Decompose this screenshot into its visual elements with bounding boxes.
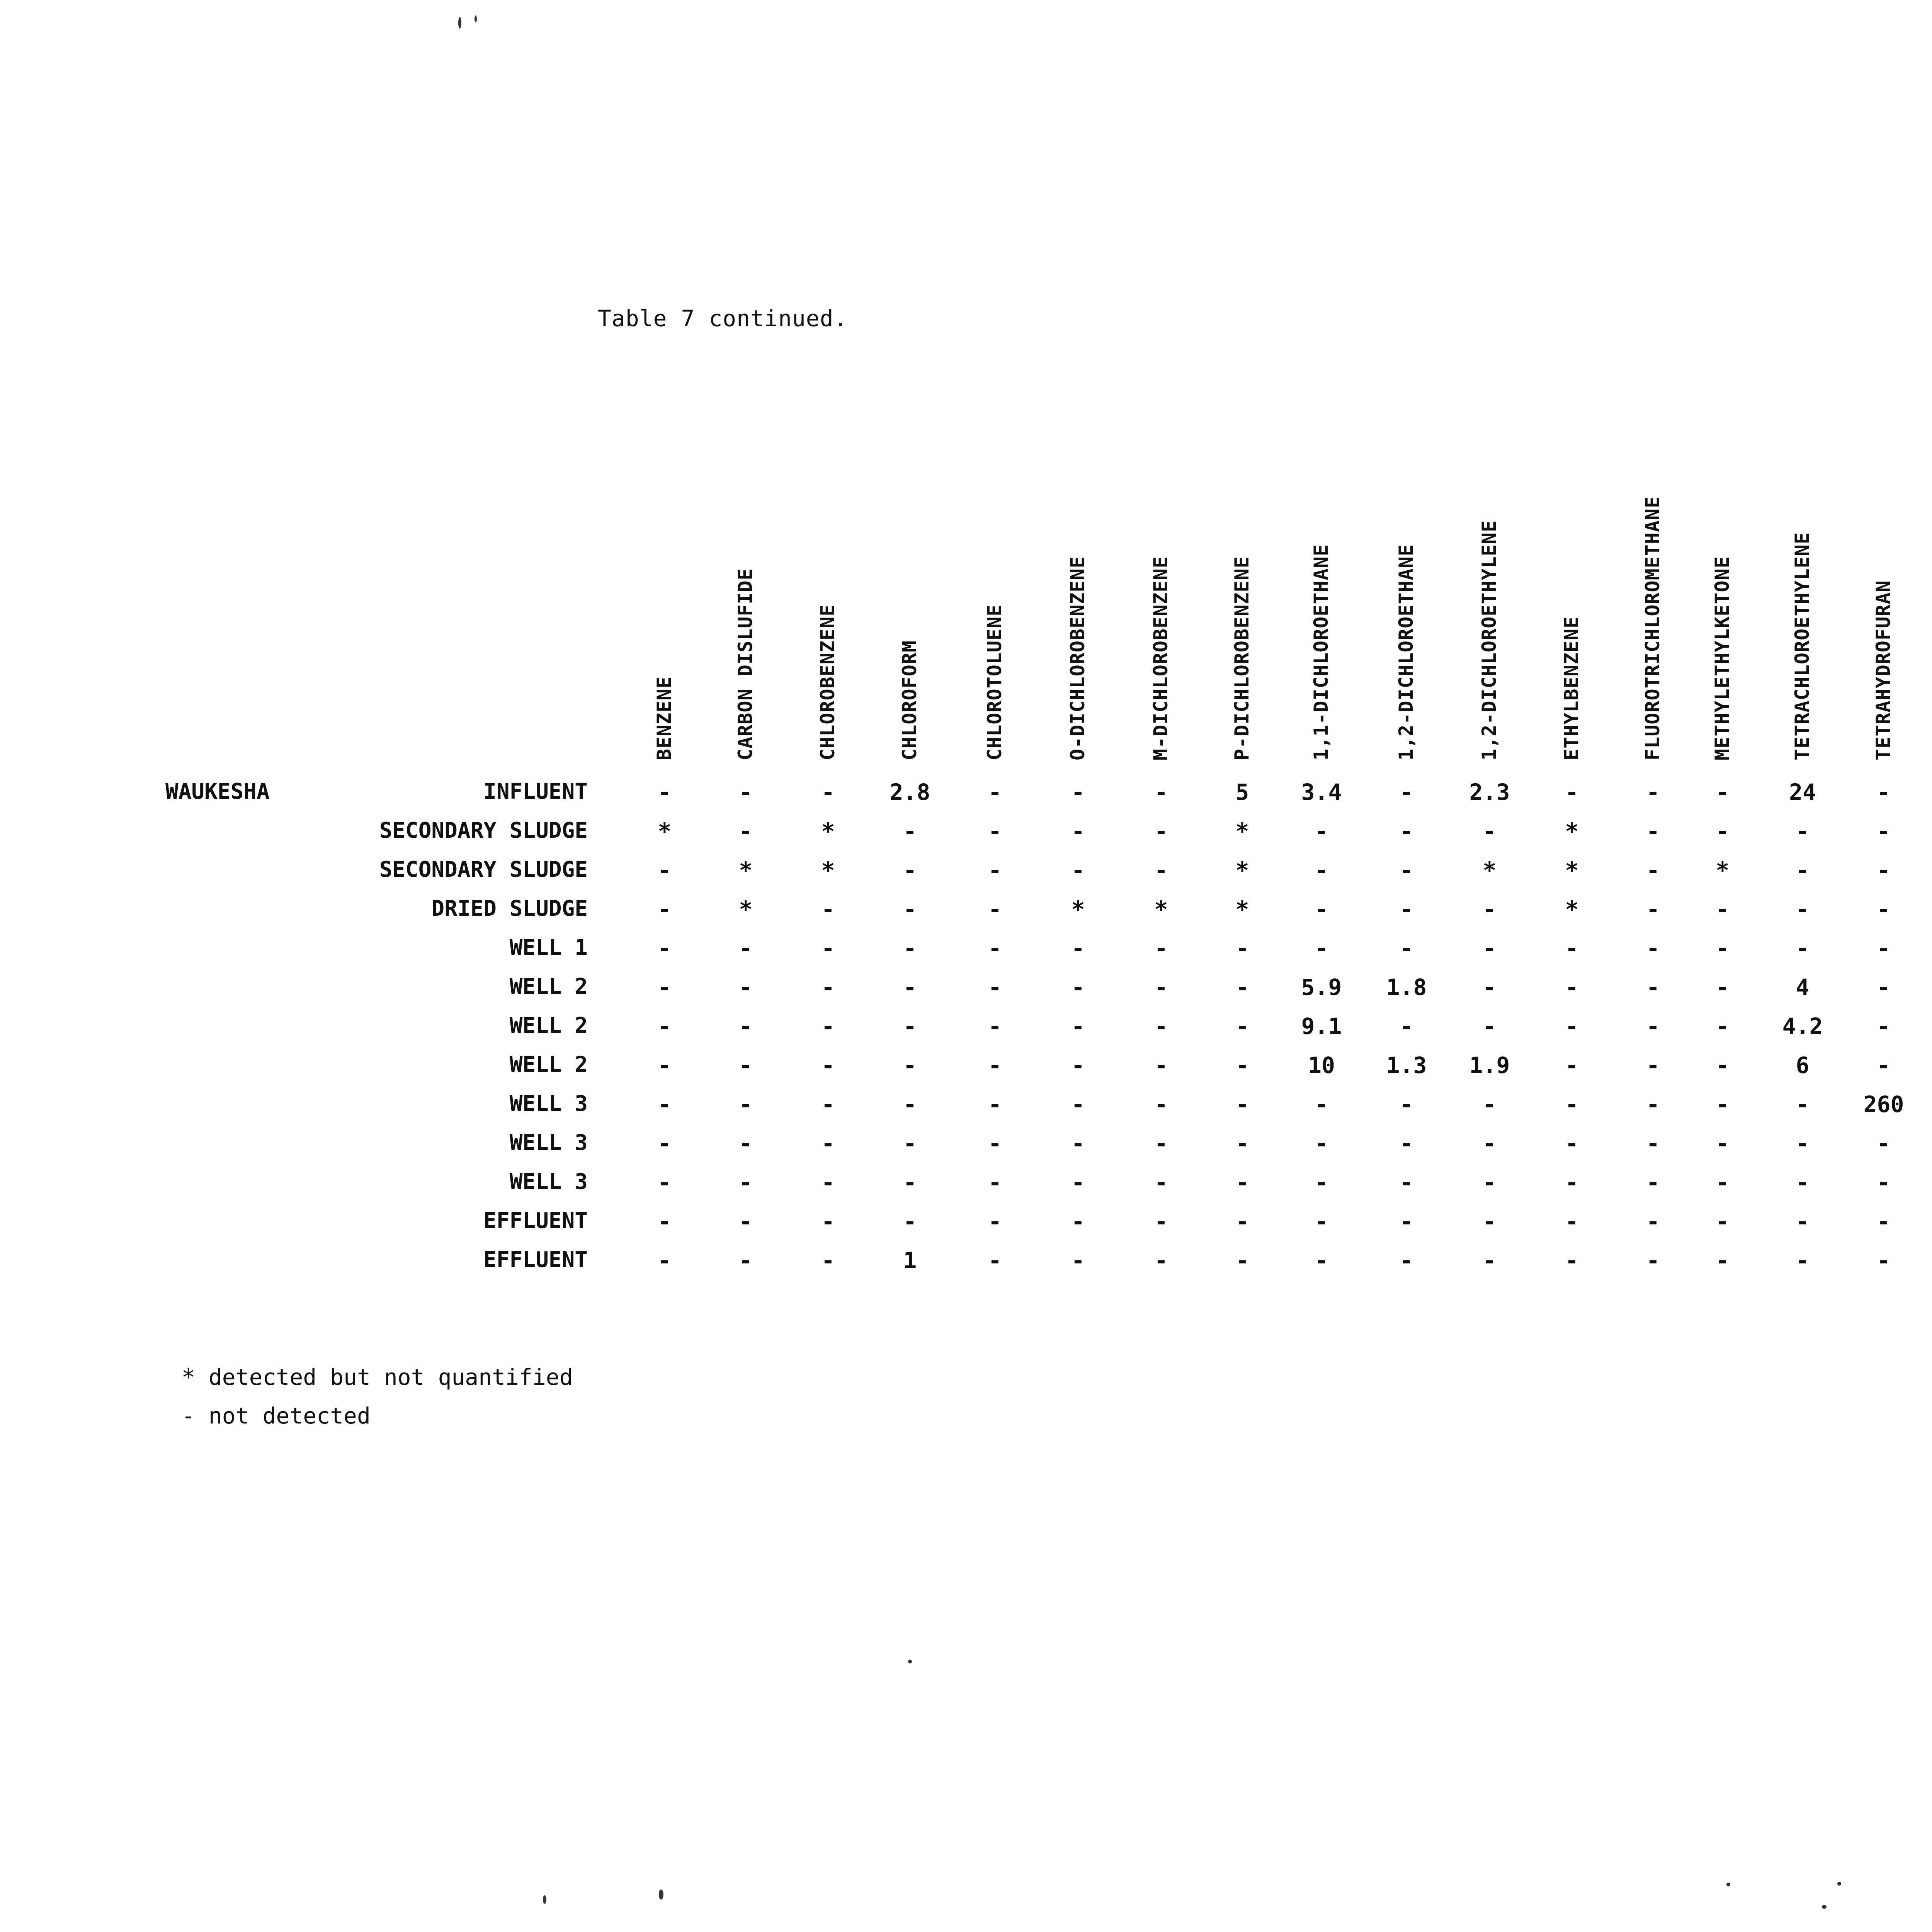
table-cell: - xyxy=(658,1247,672,1274)
table-cell: - xyxy=(903,1091,917,1117)
table-cell: - xyxy=(1716,896,1730,922)
scan-speck xyxy=(1822,1905,1827,1909)
table-cell: 1.3 xyxy=(1386,1052,1427,1078)
table-cell: - xyxy=(1877,857,1891,883)
site-label: WAUKESHA xyxy=(165,779,270,804)
table-cell: - xyxy=(903,974,917,1000)
table-cell: - xyxy=(988,1013,1002,1039)
table-cell: 1 xyxy=(903,1247,917,1274)
table-cell: - xyxy=(1154,1208,1168,1235)
table-cell: - xyxy=(1565,1013,1579,1039)
table-cell: - xyxy=(1400,935,1413,961)
table-cell: - xyxy=(1235,935,1249,961)
table-cell: - xyxy=(988,857,1002,883)
table-cell: * xyxy=(821,818,835,844)
table-cell: - xyxy=(988,974,1002,1000)
table-cell: - xyxy=(658,1130,672,1156)
table-cell: - xyxy=(1877,935,1891,961)
table-cell: - xyxy=(739,1208,753,1235)
table-cell: - xyxy=(988,896,1002,922)
table-cell: - xyxy=(1877,818,1891,844)
table-cell: - xyxy=(658,1091,672,1117)
table-cell: - xyxy=(1154,779,1168,805)
table-cell: - xyxy=(821,1130,835,1156)
table-cell: - xyxy=(1235,1169,1249,1196)
table-cell: - xyxy=(1154,1091,1168,1117)
table-cell: - xyxy=(739,1091,753,1117)
table-cell: - xyxy=(1400,1091,1413,1117)
column-header-label: 1,1-DICHLOROETHANE xyxy=(1310,544,1332,760)
table-cell: - xyxy=(903,1208,917,1235)
table-cell: - xyxy=(1483,1247,1497,1274)
table-cell: - xyxy=(821,1091,835,1117)
table-cell: - xyxy=(1716,974,1730,1000)
column-header-label: CARBON DISLUFIDE xyxy=(734,568,757,760)
table-cell xyxy=(1926,818,1932,844)
table-cell xyxy=(1926,1013,1932,1039)
column-header-label: ETHYLBENZENE xyxy=(1560,616,1583,760)
legend-item: - not detected xyxy=(182,1403,371,1429)
column-header-label: BENZENE xyxy=(653,676,675,760)
table-cell: * xyxy=(739,896,753,922)
column-header-label: METHYLETHYLKETONE xyxy=(1711,556,1733,760)
table-cell: - xyxy=(821,974,835,1000)
column-header-label: TETRAHYDROFURAN xyxy=(1872,580,1895,760)
table-cell: - xyxy=(1315,1091,1328,1117)
table-cell: - xyxy=(1565,1208,1579,1235)
table-cell: - xyxy=(1315,857,1328,883)
row-label: WELL 1 xyxy=(509,935,588,960)
table-cell: - xyxy=(1400,1247,1413,1274)
table-cell: - xyxy=(1483,818,1497,844)
row-label: SECONDARY SLUDGE xyxy=(379,857,588,882)
table-cell: - xyxy=(1646,818,1660,844)
table-cell: * xyxy=(821,857,835,883)
table-cell: - xyxy=(1877,974,1891,1000)
table-cell: * xyxy=(1235,818,1249,844)
table-cell: - xyxy=(1235,974,1249,1000)
table-cell: - xyxy=(1315,1169,1328,1196)
table-cell: - xyxy=(1400,779,1413,805)
table-cell: - xyxy=(1646,1169,1660,1196)
table-cell: - xyxy=(739,1247,753,1274)
table-cell: - xyxy=(1154,974,1168,1000)
table-cell: - xyxy=(903,1169,917,1196)
table-cell xyxy=(1926,1091,1932,1117)
table-cell: - xyxy=(1716,779,1730,805)
scan-speck xyxy=(474,15,477,22)
table-cell: - xyxy=(988,1130,1002,1156)
table-cell: - xyxy=(739,818,753,844)
row-label: DRIED SLUDGE xyxy=(431,896,588,921)
table-cell: - xyxy=(739,935,753,961)
table-cell: - xyxy=(1565,779,1579,805)
table-cell: * xyxy=(1565,857,1579,883)
legend-item: * detected but not quantified xyxy=(182,1364,573,1390)
table-cell: - xyxy=(1071,1130,1085,1156)
scan-speck xyxy=(908,1660,912,1663)
table-cell: * xyxy=(1235,896,1249,922)
table-cell: - xyxy=(1796,1208,1810,1235)
table-cell: - xyxy=(1796,935,1810,961)
table-cell: - xyxy=(1877,1169,1891,1196)
table-cell xyxy=(1926,779,1932,805)
table-cell: - xyxy=(1796,1247,1810,1274)
table-cell: - xyxy=(988,779,1002,805)
table-cell: - xyxy=(988,1208,1002,1235)
table-cell: * xyxy=(1235,857,1249,883)
table-cell xyxy=(1926,1169,1932,1196)
table-cell: - xyxy=(1483,1130,1497,1156)
table-cell: - xyxy=(821,935,835,961)
column-header-label: CHLOROTOLUENE xyxy=(983,604,1006,760)
table-cell: - xyxy=(1154,1247,1168,1274)
table-cell: - xyxy=(1154,857,1168,883)
table-cell: - xyxy=(1400,857,1413,883)
column-header-label: P-DICHLOROBENZENE xyxy=(1231,556,1253,760)
column-header-label: 1,2-DICHLOROETHYLENE xyxy=(1478,520,1500,760)
row-label: WELL 3 xyxy=(509,1169,588,1194)
table-cell: - xyxy=(1646,857,1660,883)
table-cell: 5.9 xyxy=(1301,974,1342,1000)
table-cell: - xyxy=(658,857,672,883)
table-cell: - xyxy=(658,1169,672,1196)
table-cell: - xyxy=(1400,1208,1413,1235)
table-cell: 4 xyxy=(1796,974,1810,1000)
table-cell: * xyxy=(1565,896,1579,922)
scan-speck xyxy=(1837,1882,1841,1886)
table-cell: - xyxy=(1071,974,1085,1000)
table-cell: - xyxy=(1315,935,1328,961)
table-cell: - xyxy=(739,1169,753,1196)
row-label: SECONDARY SLUDGE xyxy=(379,818,588,843)
table-cell: * xyxy=(1716,857,1730,883)
table-cell: - xyxy=(1565,935,1579,961)
table-cell: - xyxy=(988,818,1002,844)
table-cell xyxy=(1926,896,1932,922)
table-cell: - xyxy=(1154,1169,1168,1196)
table-cell: - xyxy=(1483,1091,1497,1117)
table-cell: - xyxy=(1154,1052,1168,1078)
table-cell: - xyxy=(1716,1130,1730,1156)
table-cell: - xyxy=(1071,818,1085,844)
table-cell: - xyxy=(1235,1130,1249,1156)
table-cell: - xyxy=(1315,1130,1328,1156)
table-cell: - xyxy=(1483,935,1497,961)
table-cell: - xyxy=(1315,1247,1328,1274)
table-cell: - xyxy=(988,1052,1002,1078)
table-cell: - xyxy=(1646,1247,1660,1274)
table-cell: * xyxy=(1565,818,1579,844)
table-cell: - xyxy=(903,1130,917,1156)
table-cell: - xyxy=(1716,818,1730,844)
table-cell: - xyxy=(1877,779,1891,805)
column-header-label: O-DICHLOROBENZENE xyxy=(1066,556,1089,760)
table-cell: - xyxy=(821,1169,835,1196)
table-cell: - xyxy=(1716,1169,1730,1196)
table-cell: - xyxy=(988,935,1002,961)
table-cell: - xyxy=(658,896,672,922)
table-cell: - xyxy=(1716,1247,1730,1274)
table-cell: - xyxy=(1071,935,1085,961)
table-cell: - xyxy=(1646,1013,1660,1039)
table-cell: - xyxy=(1716,1091,1730,1117)
table-cell: - xyxy=(1565,1247,1579,1274)
table-cell: - xyxy=(1877,1208,1891,1235)
table-cell: 10 xyxy=(1308,1052,1335,1078)
row-label: EFFLUENT xyxy=(483,1247,588,1272)
scan-speck xyxy=(543,1895,546,1904)
table-cell: - xyxy=(821,779,835,805)
table-cell: 1.9 xyxy=(1469,1052,1510,1078)
table-cell: - xyxy=(1154,818,1168,844)
table-cell: - xyxy=(1877,1247,1891,1274)
table-cell: - xyxy=(658,974,672,1000)
table-cell: - xyxy=(1483,1013,1497,1039)
table-cell xyxy=(1926,935,1932,961)
table-cell: - xyxy=(1154,935,1168,961)
table-cell: 6 xyxy=(1796,1052,1810,1078)
table-cell: - xyxy=(1796,1130,1810,1156)
table-cell: - xyxy=(1646,779,1660,805)
table-cell: - xyxy=(1646,1208,1660,1235)
table-cell xyxy=(1926,1247,1932,1274)
column-header-label: M-DICHLOROBENZENE xyxy=(1150,556,1172,760)
table-cell: - xyxy=(821,1052,835,1078)
table-cell: - xyxy=(1400,1130,1413,1156)
table-cell: - xyxy=(1235,1247,1249,1274)
table-cell: - xyxy=(1565,1130,1579,1156)
table-cell: - xyxy=(1716,935,1730,961)
table-cell: - xyxy=(1646,1091,1660,1117)
table-cell: - xyxy=(1071,1091,1085,1117)
table-cell: - xyxy=(1154,1013,1168,1039)
table-cell: - xyxy=(903,818,917,844)
table-cell: 2.8 xyxy=(889,779,930,805)
table-cell: - xyxy=(739,1130,753,1156)
table-cell xyxy=(1926,1052,1932,1078)
table-cell: 3.4 xyxy=(1301,779,1342,805)
table-cell: - xyxy=(739,1013,753,1039)
table-cell: * xyxy=(658,818,672,844)
table-cell: 24 xyxy=(1789,779,1816,805)
table-cell: - xyxy=(903,1052,917,1078)
table-cell: - xyxy=(1235,1091,1249,1117)
table-cell: - xyxy=(658,1052,672,1078)
table-cell: - xyxy=(1235,1208,1249,1235)
table-cell: - xyxy=(1315,818,1328,844)
table-cell: - xyxy=(1646,974,1660,1000)
table-cell: - xyxy=(1400,896,1413,922)
table-cell: 9.1 xyxy=(1301,1013,1342,1039)
table-cell: - xyxy=(1796,896,1810,922)
table-cell: 1.8 xyxy=(1386,974,1427,1000)
table-cell: - xyxy=(739,974,753,1000)
table-cell: - xyxy=(903,857,917,883)
table-cell: - xyxy=(1483,1169,1497,1196)
table-cell: - xyxy=(658,1208,672,1235)
table-cell: * xyxy=(1483,857,1497,883)
table-cell: - xyxy=(1646,896,1660,922)
column-header-label: CHLOROFORM xyxy=(898,640,921,760)
table-cell: - xyxy=(821,1247,835,1274)
table-cell: - xyxy=(1646,1130,1660,1156)
table-cell: - xyxy=(1877,1130,1891,1156)
scan-speck xyxy=(659,1889,663,1900)
table-cell: * xyxy=(1071,896,1085,922)
row-label: WELL 2 xyxy=(509,1013,588,1038)
table-cell: - xyxy=(739,779,753,805)
table-cell: - xyxy=(821,1013,835,1039)
table-cell: - xyxy=(1315,1208,1328,1235)
table-cell: - xyxy=(903,935,917,961)
table-cell: - xyxy=(1565,1169,1579,1196)
row-label: INFLUENT xyxy=(483,779,588,804)
column-header-label: TETRACHLOROETHYLENE xyxy=(1791,532,1813,760)
scan-speck xyxy=(1726,1883,1730,1886)
table-cell: - xyxy=(1071,1208,1085,1235)
table-cell: - xyxy=(1565,1052,1579,1078)
table-cell xyxy=(1926,1130,1932,1156)
table-cell: - xyxy=(1400,1169,1413,1196)
table-cell: - xyxy=(1646,935,1660,961)
table-cell xyxy=(1926,974,1932,1000)
row-label: WELL 2 xyxy=(509,974,588,999)
table-cell: - xyxy=(1796,857,1810,883)
table-cell: 2.3 xyxy=(1469,779,1510,805)
table-cell: - xyxy=(821,896,835,922)
table-cell: 5 xyxy=(1235,779,1249,805)
table-cell: - xyxy=(1796,1091,1810,1117)
table-cell: - xyxy=(1071,779,1085,805)
table-cell: 260 xyxy=(1863,1091,1904,1117)
column-header-label: FLUOROTRICHLOROMETHANE xyxy=(1641,496,1664,760)
row-label: WELL 3 xyxy=(509,1091,588,1116)
table-cell: - xyxy=(988,1091,1002,1117)
column-header-label: 1,2-DICHLOROETHANE xyxy=(1395,544,1417,760)
row-label: WELL 3 xyxy=(509,1130,588,1155)
table-cell: - xyxy=(988,1169,1002,1196)
table-cell: - xyxy=(1565,974,1579,1000)
table-cell: - xyxy=(1877,1013,1891,1039)
table-cell xyxy=(1926,857,1932,883)
table-cell: - xyxy=(1716,1052,1730,1078)
table-cell: - xyxy=(739,1052,753,1078)
table-caption: Table 7 continued. xyxy=(598,305,848,332)
table-cell: - xyxy=(903,896,917,922)
column-header-label: CHLOROBENZENE xyxy=(816,604,839,760)
table-cell: - xyxy=(1716,1208,1730,1235)
table-cell: - xyxy=(658,1013,672,1039)
table-cell: - xyxy=(1716,1013,1730,1039)
table-cell: - xyxy=(1071,1052,1085,1078)
table-cell: - xyxy=(1565,1091,1579,1117)
table-cell: 4.2 xyxy=(1782,1013,1823,1039)
table-cell: - xyxy=(821,1208,835,1235)
table-cell: - xyxy=(1400,818,1413,844)
table-cell: * xyxy=(739,857,753,883)
table-cell: - xyxy=(1877,896,1891,922)
table-cell: - xyxy=(1483,1208,1497,1235)
scan-speck xyxy=(458,17,461,29)
table-cell: - xyxy=(1483,896,1497,922)
table-cell: - xyxy=(1877,1052,1891,1078)
table-cell: - xyxy=(658,779,672,805)
table-cell: - xyxy=(1315,896,1328,922)
row-label: EFFLUENT xyxy=(483,1208,588,1233)
table-cell: - xyxy=(1483,974,1497,1000)
table-cell: - xyxy=(1235,1013,1249,1039)
row-label: WELL 2 xyxy=(509,1052,588,1077)
table-cell: * xyxy=(1154,896,1168,922)
table-cell: - xyxy=(658,935,672,961)
table-cell: - xyxy=(903,1013,917,1039)
table-cell: - xyxy=(1796,818,1810,844)
table-cell: - xyxy=(1071,1169,1085,1196)
table-cell: - xyxy=(1796,1169,1810,1196)
table-cell: - xyxy=(1071,857,1085,883)
table-cell: - xyxy=(1400,1013,1413,1039)
table-cell: - xyxy=(1235,1052,1249,1078)
table-cell: - xyxy=(1071,1247,1085,1274)
table-cell: - xyxy=(1646,1052,1660,1078)
table-cell xyxy=(1926,1208,1932,1235)
table-cell: - xyxy=(1154,1130,1168,1156)
table-cell: - xyxy=(988,1247,1002,1274)
table-cell: - xyxy=(1071,1013,1085,1039)
